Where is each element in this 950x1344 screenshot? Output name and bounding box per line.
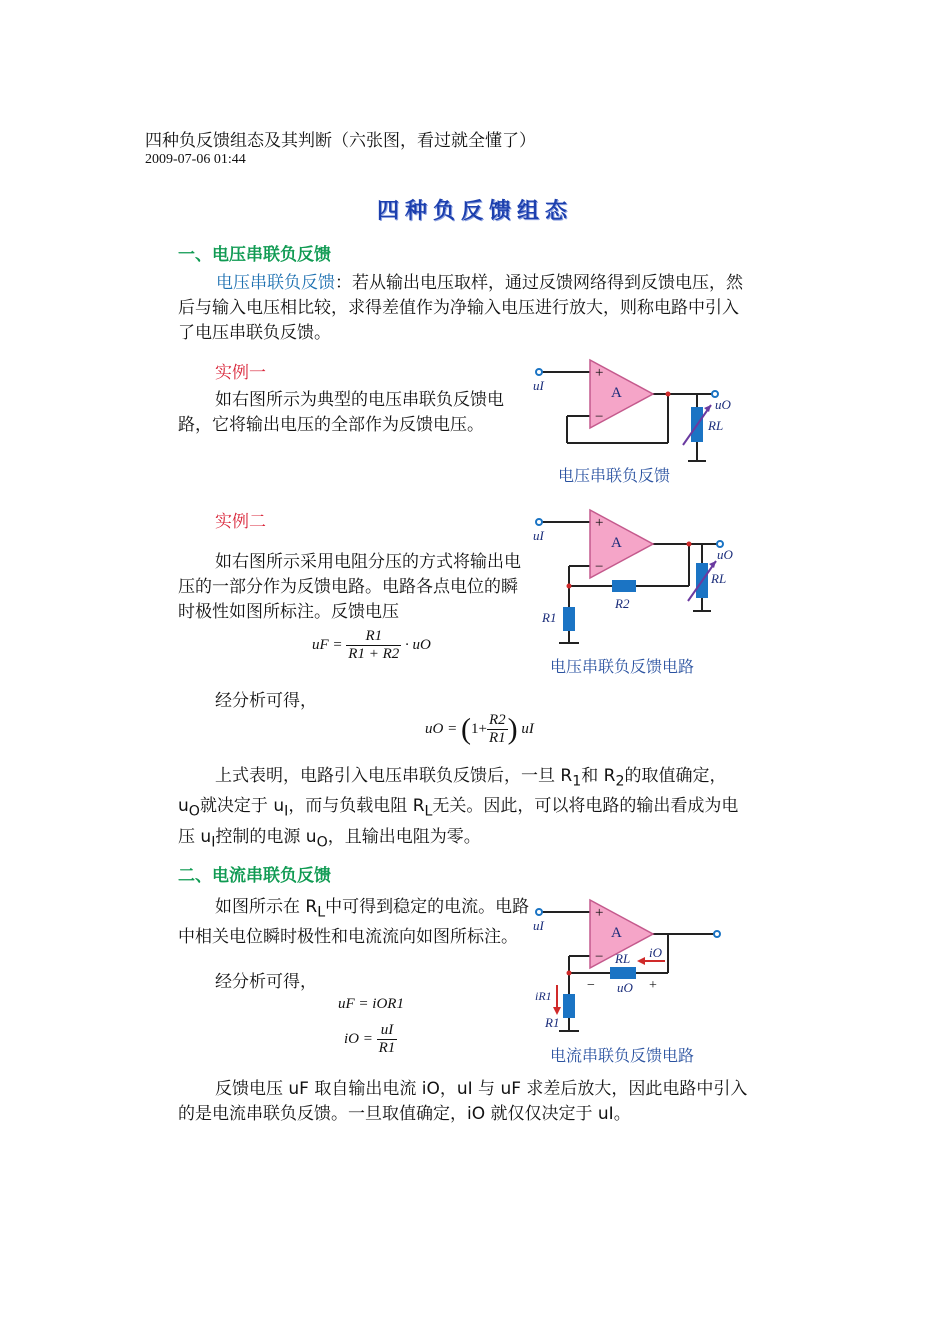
output-terminal-3 — [714, 931, 720, 937]
junction-dot-1 — [666, 392, 671, 397]
input-terminal-1 — [536, 369, 542, 375]
plus-sign-2: + — [595, 515, 604, 531]
circuit-caption-2: 电压串联负反馈电路 — [550, 657, 695, 676]
banner-title: 四种负反馈组态 — [376, 199, 573, 224]
junction-dot-2b — [567, 584, 572, 589]
formula-fraction — [346, 628, 401, 663]
plus-sign-3: + — [595, 905, 604, 921]
circuit-caption-3: 电流串联负反馈电路 — [550, 1046, 695, 1065]
current-arrowhead-ir1 — [553, 1007, 561, 1015]
resistor-r2 — [612, 580, 636, 592]
resistor-r1 — [563, 607, 575, 631]
frac-denominator: R1 + R2 — [348, 646, 400, 662]
minus-sign-1: − — [595, 409, 604, 425]
label-ui-2: uI — [533, 528, 544, 543]
minus-sign-3: − — [595, 949, 604, 965]
input-terminal-3 — [536, 909, 542, 915]
label-r1-3: R1 — [545, 1015, 560, 1030]
circuit-caption-1: 电压串联负反馈 — [558, 466, 671, 485]
section2-analysis: 经分析可得， — [215, 972, 317, 992]
formula-uf-lhs: uF — [312, 636, 329, 653]
junction-dot-2 — [687, 542, 692, 547]
formula-eq: = — [332, 636, 343, 653]
junction-dot-3 — [567, 971, 572, 976]
label-rl-3: RL — [615, 951, 631, 966]
opamp-label-2: A — [611, 535, 622, 551]
frac-numerator: R1 — [346, 628, 401, 646]
current-arrowhead-io — [637, 957, 645, 965]
resistor-r1-3 — [563, 994, 575, 1018]
label-rl-1: RL — [708, 418, 724, 433]
example2-text: 如右图所示采用电阻分压的方式将输出电压的一部分作为反馈电路。电路各点电位的瞬时极性如图所标注。反馈电压 — [178, 552, 521, 622]
section1-term: 电压串联负反馈 — [216, 273, 335, 293]
formula-uf-2: uF = iOR1 — [338, 996, 404, 1012]
circuit-diagram-2 — [525, 505, 745, 655]
section2-text: 如图所示在 $R_L$中可得到稳定的电流。电路中相关电位瞬时极性和电流流向如图所标注。 — [178, 897, 530, 948]
formula-io-fraction: $\frac{uI}{R1}$ — [378, 1022, 396, 1056]
label-ir1: iR1 — [535, 989, 552, 1003]
example1-text: 如右图所示为典型的电压串联负反馈电路，它将输出电压的全部作为反馈电压。 — [178, 390, 504, 435]
example1-label: 实例一 — [215, 363, 266, 383]
load-resistor-3 — [610, 967, 636, 979]
example2-analysis: 经分析可得， — [215, 691, 317, 711]
minus-sign-2: − — [595, 559, 604, 575]
label-uo-2: uO — [717, 547, 733, 562]
plus-sign-1: + — [595, 365, 604, 381]
label-io: iO — [649, 945, 662, 960]
minus-sign-3b: − — [587, 978, 595, 993]
formula-uf-1 — [312, 628, 431, 663]
example2-label: 实例二 — [215, 512, 266, 532]
section1-heading: 一、电压串联负反馈 — [178, 245, 331, 265]
label-r1: R1 — [542, 610, 557, 625]
formula-uo: uO — [412, 636, 431, 653]
document-title: 四种负反馈组态及其判断（六张图，看过就全懂了） — [145, 131, 536, 151]
section1-definition — [178, 271, 748, 346]
document-date: 2009-07-06 01:44 — [145, 152, 246, 167]
section1-definition-text: ：若从输出电压取样，通过反馈网络得到反馈电压，然后与输入电压相比较，求得差值作为净输入电压进行放大，则称电路中引入了电压串联负反馈。 — [178, 273, 743, 343]
label-rl-2: RL — [711, 571, 727, 586]
formula-uo-fraction: $\frac{R2}{R1}$ — [488, 712, 506, 746]
formula-uo: uO = (1+ $\frac{R2}{R1}$ ) uI — [425, 712, 534, 746]
input-terminal-2 — [536, 519, 542, 525]
formula-io: iO = $\frac{uI}{R1}$ — [344, 1022, 396, 1056]
label-ui-3: uI — [533, 918, 544, 933]
opamp-label-3: A — [611, 925, 622, 941]
plus-sign-3b: + — [649, 978, 657, 993]
section2-heading: 二、电流串联负反馈 — [178, 866, 331, 886]
label-uo-3: uO — [617, 980, 633, 995]
example2-conclusion: 上式表明，电路引入电压串联负反馈后，一旦 $R_1$和 $R_2$的取值确定，$u_O$就决定于 $u_I$，而与负载电阻 $R_L$无关。因此，可以将电路的输出看成为电压 $u_I$控制的电源 $u_O$，且输出电阻为零。 — [178, 766, 739, 851]
circuit-diagram-3 — [525, 895, 745, 1045]
formula-dot: · — [405, 636, 409, 653]
label-uo-1: uO — [715, 397, 731, 412]
label-r2: R2 — [615, 596, 630, 611]
opamp-label-1: A — [611, 385, 622, 401]
label-ui-1: uI — [533, 378, 544, 393]
section2-conclusion: 反馈电压 uF 取自输出电流 iO，uI 与 uF 求差后放大，因此电路中引入的是电流串联负反馈。一旦取值确定，iO 就仅仅决定于 uI。 — [178, 1079, 748, 1124]
